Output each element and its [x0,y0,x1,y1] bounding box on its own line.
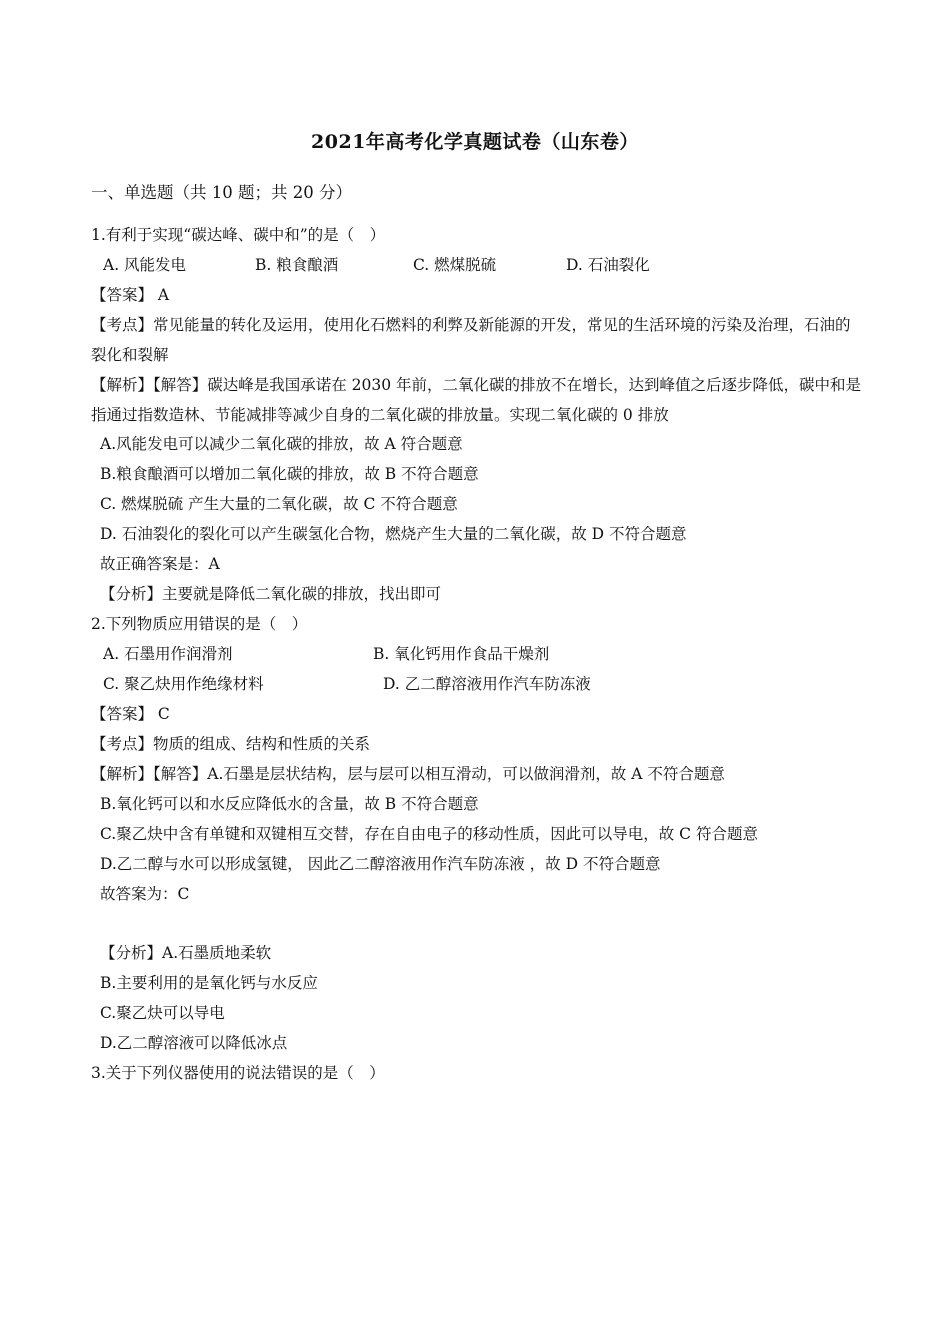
q1-explain-d: D. 石油裂化的裂化可以产生碳氢化合物，燃烧产生大量的二氧化碳，故 D 不符合题意 [100,525,687,543]
section-heading: 一、单选题（共 10 题；共 20 分） [91,183,352,202]
q2-option-c: C. 聚乙炔用作绝缘材料 [103,675,264,693]
q1-answer: 【答案】 A [91,286,170,304]
q2-explain-d: D.乙二醇与水可以形成氢键， 因此乙二醇溶液用作汽车防冻液 ，故 D 不符合题意 [100,855,661,873]
q1-option-b: B. 粮食酿酒 [255,256,339,274]
q2-option-a: A. 石墨用作润滑剂 [103,645,233,663]
q2-conclusion: 故答案为：C [100,885,190,903]
q1-option-c: C. 燃煤脱硫 [413,256,497,274]
q2-fenxi-a: 【分析】A.石墨质地柔软 [100,944,272,962]
q2-kaodian: 【考点】物质的组成、结构和性质的关系 [91,735,371,753]
q2-jiexi: 【解析】【解答】A.石墨是层状结构，层与层可以相互滑动，可以做润滑剂，故 A 不符合题意 [91,765,725,783]
q1-explain-a: A.风能发电可以减少二氧化碳的排放，故 A 符合题意 [100,435,463,453]
q2-fenxi-d: D.乙二醇溶液可以降低冰点 [100,1034,288,1052]
q2-fenxi-c: C.聚乙炔可以导电 [100,1004,225,1022]
q1-conclusion: 故正确答案是：A [100,555,220,573]
q2-fenxi-b: B.主要利用的是氧化钙与水反应 [100,974,318,992]
q1-option-d: D. 石油裂化 [566,256,650,274]
q1-stem: 1.有利于实现“碳达峰、碳中和”的是（ ） [91,226,386,244]
q1-option-a: A. 风能发电 [103,256,187,274]
q1-explain-c: C. 燃煤脱硫 产生大量的二氧化碳，故 C 不符合题意 [100,495,458,513]
q2-option-d: D. 乙二醇溶液用作汽车防冻液 [383,675,591,693]
q1-explain-b: B.粮食酿酒可以增加二氧化碳的排放，故 B 不符合题意 [100,465,479,483]
q2-explain-c: C.聚乙炔中含有单键和双键相互交替，存在自由电子的移动性质，因此可以导电，故 C 符合题意 [100,825,758,843]
q2-stem: 2.下列物质应用错误的是（ ） [91,615,308,633]
page-title: 2021年高考化学真题试卷（山东卷） [311,131,639,153]
q2-option-b: B. 氧化钙用作食品干燥剂 [373,645,550,663]
q1-kaodian: 【考点】常见能量的转化及运用，使用化石燃料的利弊及新能源的开发，常见的生活环境的污染及治理，石油的裂化和裂解 [91,316,851,364]
q2-explain-b: B.氧化钙可以和水反应降低水的含量，故 B 不符合题意 [100,795,479,813]
q3-stem: 3.关于下列仪器使用的说法错误的是（ ） [91,1064,385,1082]
q2-answer: 【答案】 C [91,705,170,723]
q1-fenxi: 【分析】主要就是降低二氧化碳的排放，找出即可 [100,585,442,603]
q1-jiexi: 【解析】【解答】碳达峰是我国承诺在 2030 年前，二氧化碳的排放不在增长，达到峰值之后逐步降低，碳中和是指通过指数造林、节能减排等减少自身的二氧化碳的排放量。实现二氧化碳的 0 排放 [91,376,862,424]
